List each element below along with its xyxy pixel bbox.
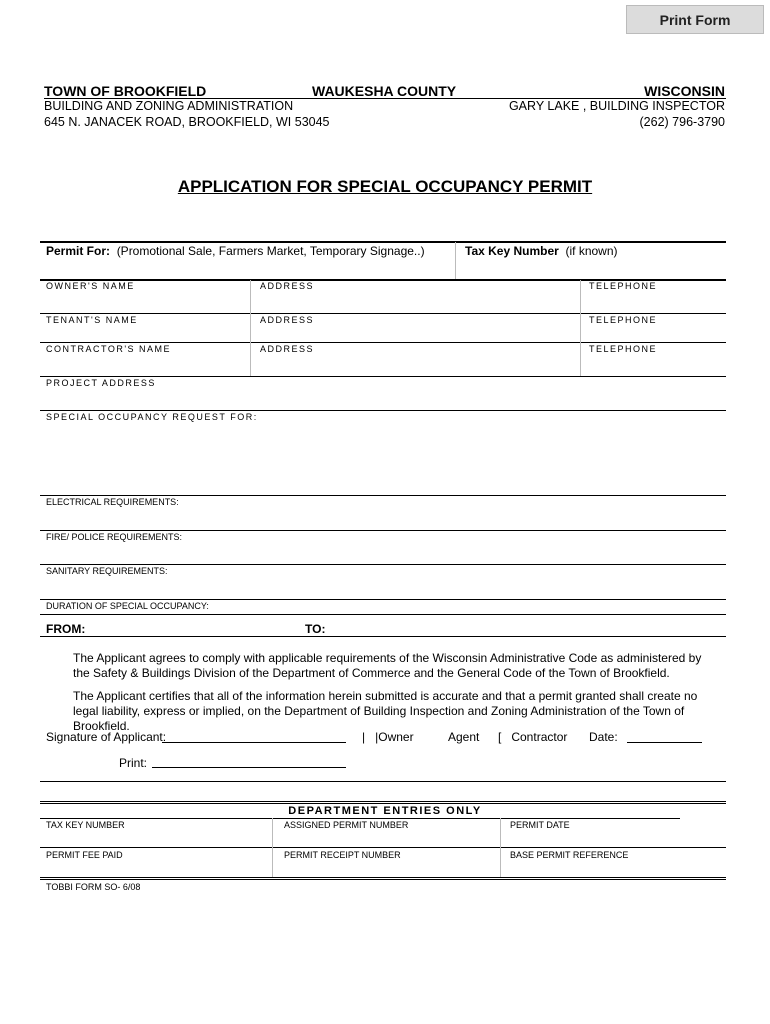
owner-name-label: OWNER'S NAME xyxy=(46,281,135,291)
department-address: 645 N. JANACEK ROAD, BROOKFIELD, WI 53045 xyxy=(44,115,330,129)
print-line[interactable] xyxy=(152,767,346,768)
rule xyxy=(40,342,726,343)
base-permit-reference-label: BASE PERMIT REFERENCE xyxy=(510,850,629,860)
contractor-phone-label: TELEPHONE xyxy=(589,344,658,354)
to-label: TO: xyxy=(305,622,326,636)
fire-police-label: FIRE/ POLICE REQUIREMENTS: xyxy=(46,532,183,542)
department-entries-title: DEPARTMENT ENTRIES ONLY xyxy=(288,805,482,817)
divider xyxy=(580,280,581,376)
agent-label: Agent xyxy=(448,730,480,744)
permit-for-title: Permit For: xyxy=(46,244,111,258)
divider xyxy=(272,818,273,878)
certification-statement: The Applicant certifies that all of the information herein submitted is accurate and that a permit granted shall create no legal liability, express or implied, on the Department of Building Inspection and Zoning Administration of the Town of Brookfield. xyxy=(73,689,698,733)
project-address-label: PROJECT ADDRESS xyxy=(46,378,156,388)
electrical-label: ELECTRICAL REQUIREMENTS: xyxy=(46,497,179,507)
divider xyxy=(500,818,501,878)
dept-tax-key-label: TAX KEY NUMBER xyxy=(46,820,125,830)
divider xyxy=(455,242,456,280)
assigned-permit-number-label: ASSIGNED PERMIT NUMBER xyxy=(284,820,409,830)
duration-label: DURATION OF SPECIAL OCCUPANCY: xyxy=(46,601,209,611)
date-line[interactable] xyxy=(627,742,702,743)
rule xyxy=(40,636,726,637)
permit-for-hint: (Promotional Sale, Farmers Market, Temporary Signage..) xyxy=(116,244,425,258)
rule xyxy=(40,376,726,377)
permit-for-label xyxy=(46,244,425,258)
inspector-phone: (262) 796-3790 xyxy=(639,115,725,129)
rule xyxy=(40,495,726,496)
permit-receipt-number-label: PERMIT RECEIPT NUMBER xyxy=(284,850,401,860)
tax-key-hint: (if known) xyxy=(565,244,618,258)
date-label: Date: xyxy=(589,730,618,744)
agent-checkbox[interactable] xyxy=(448,730,479,744)
tenant-phone-label: TELEPHONE xyxy=(589,315,658,325)
divider xyxy=(250,280,251,376)
tax-key-label xyxy=(465,244,618,258)
rule xyxy=(40,781,726,782)
contractor-checkbox[interactable]: [ Contractor xyxy=(498,730,568,744)
owner-label: Owner xyxy=(378,730,414,744)
owner-phone-label: TELEPHONE xyxy=(589,281,658,291)
form-number: TOBBI FORM SO- 6/08 xyxy=(46,882,141,892)
permit-fee-paid-label: PERMIT FEE PAID xyxy=(46,850,123,860)
rule xyxy=(40,410,726,411)
signature-line[interactable] xyxy=(162,742,346,743)
page-title: APPLICATION FOR SPECIAL OCCUPANCY PERMIT xyxy=(177,177,593,196)
compliance-statement: The Applicant agrees to comply with applicable requirements of the Wisconsin Administrative Code as administered by the Safety & Buildings Division of the Department of Commerce and the General Code of the Town of Brookfield. xyxy=(73,651,702,680)
print-label: Print: xyxy=(119,756,148,770)
rule xyxy=(40,801,726,804)
form-top-rule xyxy=(40,241,726,243)
request-for-label: SPECIAL OCCUPANCY REQUEST FOR: xyxy=(46,412,258,422)
town-name: TOWN OF BROOKFIELD xyxy=(44,83,207,99)
print-form-button[interactable]: Print Form xyxy=(626,5,764,34)
contractor-address-label: ADDRESS xyxy=(260,344,315,354)
rule xyxy=(40,614,726,615)
department-name: BUILDING AND ZONING ADMINISTRATION xyxy=(44,99,294,113)
rule xyxy=(40,877,726,880)
tenant-name-label: TENANT'S NAME xyxy=(46,315,138,325)
state-name: WISCONSIN xyxy=(644,83,725,99)
county-name: WAUKESHA COUNTY xyxy=(312,83,457,99)
rule xyxy=(40,313,726,314)
rule xyxy=(40,599,726,600)
owner-address-label: ADDRESS xyxy=(260,281,315,291)
rule xyxy=(40,818,680,819)
tenant-address-label: ADDRESS xyxy=(260,315,315,325)
contractor-label: Contractor xyxy=(511,730,568,744)
contractor-name-label: CONTRACTOR'S NAME xyxy=(46,344,172,354)
sanitary-label: SANITARY REQUIREMENTS: xyxy=(46,566,168,576)
from-label: FROM: xyxy=(46,622,86,636)
signature-label: Signature of Applicant: xyxy=(46,730,167,744)
owner-checkbox[interactable]: | |Owner xyxy=(362,730,414,744)
inspector-name: GARY LAKE , BUILDING INSPECTOR xyxy=(508,99,725,113)
tax-key-title: Tax Key Number xyxy=(465,244,559,258)
rule xyxy=(40,564,726,565)
permit-date-label: PERMIT DATE xyxy=(510,820,570,830)
rule xyxy=(40,847,726,848)
rule xyxy=(40,530,726,531)
